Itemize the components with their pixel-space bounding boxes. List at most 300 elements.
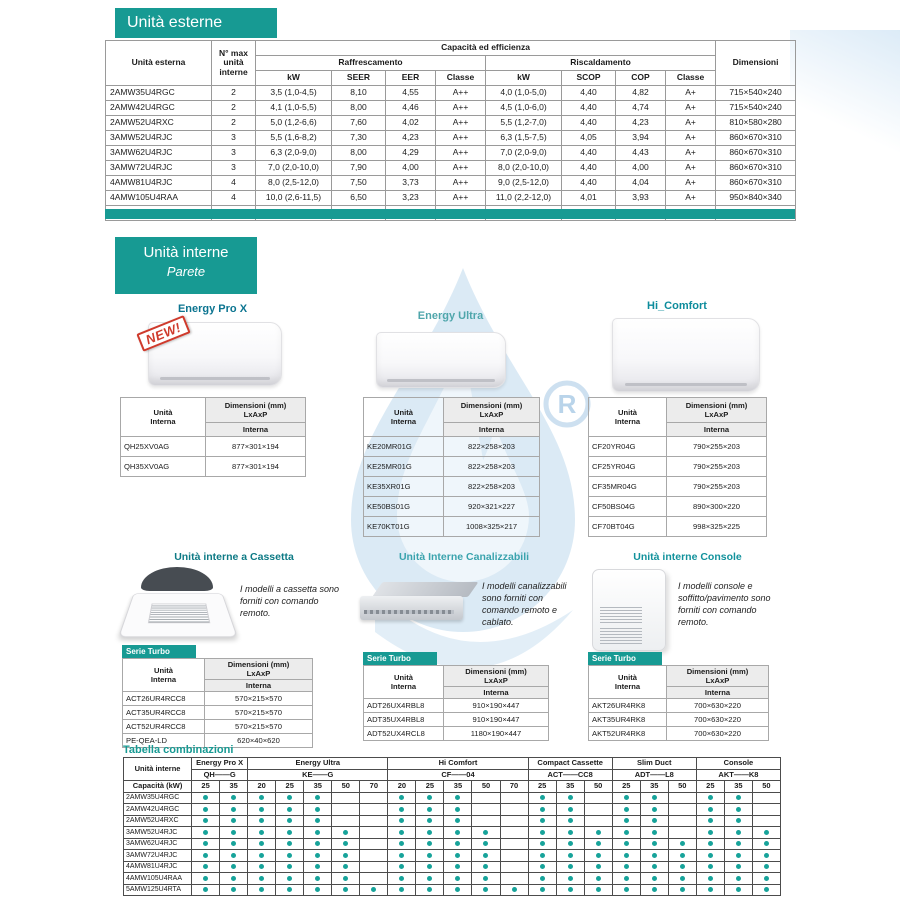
outdoor-value-cell: 8,0 (2,5-12,0) — [256, 176, 332, 191]
combination-cell — [304, 861, 332, 873]
compatibility-dot-icon — [680, 864, 685, 869]
outdoor-table-row — [106, 176, 796, 191]
indoor-dimensions-cell: 910×190×447 — [444, 713, 549, 727]
outdoor-value-cell: 4,40 — [562, 101, 616, 116]
compatibility-dot-icon — [231, 876, 236, 881]
compatibility-dot-icon — [568, 887, 573, 892]
indoor-model-cell: QH25XV0AG — [121, 437, 206, 457]
product-name-hi-comfort: Hi_Comfort — [647, 300, 707, 312]
combination-cell — [500, 827, 528, 839]
compatibility-dot-icon — [540, 841, 545, 846]
combination-cell — [724, 815, 752, 827]
compatibility-dot-icon — [652, 864, 657, 869]
combination-cell — [304, 804, 332, 816]
compatibility-dot-icon — [315, 818, 320, 823]
outdoor-value-cell: 8,00 — [332, 146, 386, 161]
compatibility-dot-icon — [568, 807, 573, 812]
combo-model-cell: 3AMW52U4RJC — [124, 827, 192, 839]
combo-code-header: KE——G — [248, 769, 388, 781]
combo-capacity-header: 50 — [332, 781, 360, 793]
col-header-max-indoor — [212, 41, 256, 86]
col-header-seer: SEER — [332, 71, 386, 86]
outdoor-value-cell: 3 — [212, 161, 256, 176]
section-title-ducted: Unità Interne Canalizzabili — [398, 551, 530, 563]
combo-corner-header: Unità interne — [124, 758, 192, 781]
indoor-dimensions-cell: 620×40×620 — [205, 734, 313, 748]
combination-cell — [388, 861, 416, 873]
col-header-indoor-unit — [123, 659, 205, 692]
combination-cell — [220, 850, 248, 862]
compatibility-dot-icon — [343, 887, 348, 892]
compatibility-dot-icon — [652, 876, 657, 881]
combination-cell — [752, 850, 780, 862]
dimension-table-row — [589, 727, 769, 741]
indoor-model-cell: KE70KT01G — [364, 517, 444, 537]
col-header-indoor-unit — [589, 666, 667, 699]
compatibility-dot-icon — [596, 841, 601, 846]
dimension-table-row — [589, 477, 767, 497]
compatibility-dot-icon — [540, 807, 545, 812]
compatibility-dot-icon — [708, 807, 713, 812]
dim-label-line: LxAxP — [705, 676, 730, 685]
compatibility-dot-icon — [427, 818, 432, 823]
indoor-dimensions-table — [122, 658, 313, 748]
compatibility-dot-icon — [203, 818, 208, 823]
indoor-model-cell: CF70BT04G — [589, 517, 667, 537]
combination-cell — [696, 827, 724, 839]
indoor-model-cell: ACT35UR4RCC8 — [123, 706, 205, 720]
indoor-model-cell: AKT26UR4RK8 — [589, 699, 667, 713]
outdoor-value-cell: A+ — [666, 161, 716, 176]
col-header-interna: Interna — [667, 687, 769, 699]
compatibility-dot-icon — [259, 841, 264, 846]
compatibility-dot-icon — [203, 853, 208, 858]
combination-cell — [388, 838, 416, 850]
combination-cell — [528, 792, 556, 804]
dimension-table-row — [589, 517, 767, 537]
compatibility-dot-icon — [764, 853, 769, 858]
col-header-indoor-unit — [364, 398, 444, 437]
combination-cell — [388, 792, 416, 804]
outdoor-units-table — [105, 40, 796, 221]
outdoor-value-cell: A+ — [666, 86, 716, 101]
compatibility-dot-icon — [427, 853, 432, 858]
outdoor-value-cell: 5,5 (1,6-8,2) — [256, 131, 332, 146]
compatibility-dot-icon — [483, 876, 488, 881]
dimension-table-row — [121, 437, 306, 457]
combination-cell — [612, 792, 640, 804]
combination-cell — [528, 884, 556, 896]
combo-capacity-header: 20 — [248, 781, 276, 793]
combination-cell — [416, 850, 444, 862]
outdoor-value-cell: 4,40 — [562, 176, 616, 191]
combination-cell — [584, 804, 612, 816]
combination-cell — [220, 884, 248, 896]
compatibility-dot-icon — [596, 887, 601, 892]
indoor-model-cell: CF35MR04G — [589, 477, 667, 497]
combination-row — [124, 873, 781, 885]
combination-cell — [640, 804, 668, 816]
compatibility-dot-icon — [708, 887, 713, 892]
combination-cell — [220, 804, 248, 816]
indoor-section-title: Unità interne — [143, 244, 229, 261]
compatibility-dot-icon — [540, 864, 545, 869]
compatibility-dot-icon — [540, 830, 545, 835]
compatibility-dot-icon — [259, 830, 264, 835]
combination-cell — [696, 804, 724, 816]
outdoor-value-cell: 4,01 — [562, 191, 616, 206]
compatibility-dot-icon — [736, 795, 741, 800]
combination-row — [124, 792, 781, 804]
combination-cell — [388, 873, 416, 885]
dimension-table-row — [589, 497, 767, 517]
compatibility-dot-icon — [287, 807, 292, 812]
compatibility-dot-icon — [680, 853, 685, 858]
combination-cell — [556, 850, 584, 862]
outdoor-table-footer-bar — [105, 209, 795, 219]
combination-cell — [724, 861, 752, 873]
compatibility-dot-icon — [455, 864, 460, 869]
combination-cell — [276, 873, 304, 885]
combination-cell — [612, 873, 640, 885]
combination-cell — [724, 792, 752, 804]
combo-capacity-header: 25 — [528, 781, 556, 793]
indoor-model-cell: KE20MR01G — [364, 437, 444, 457]
compatibility-dot-icon — [652, 830, 657, 835]
combo-capacity-header: 35 — [220, 781, 248, 793]
unit-label-line: Interna — [614, 417, 641, 426]
combination-cell — [192, 827, 220, 839]
compatibility-dot-icon — [399, 887, 404, 892]
dim-label-line: Dimensioni (mm) — [686, 666, 749, 676]
outdoor-value-cell: A++ — [436, 191, 486, 206]
cassette-description: I modelli a cassetta sono forniti con comando remoto. — [240, 584, 340, 619]
outdoor-value-cell: 3,73 — [386, 176, 436, 191]
col-header-kw-heating: kW — [486, 71, 562, 86]
compatibility-dot-icon — [652, 795, 657, 800]
combination-cell — [696, 838, 724, 850]
dim-label-line: LxAxP — [243, 410, 268, 419]
combination-cell — [752, 815, 780, 827]
combination-cell — [640, 838, 668, 850]
combination-cell — [528, 861, 556, 873]
compatibility-dot-icon — [287, 830, 292, 835]
indoor-dimensions-cell: 890×300×220 — [667, 497, 767, 517]
outdoor-value-cell: 4,04 — [616, 176, 666, 191]
outdoor-value-cell: 3,23 — [386, 191, 436, 206]
combination-cell — [724, 804, 752, 816]
compatibility-dot-icon — [624, 864, 629, 869]
combination-cell — [388, 827, 416, 839]
indoor-dimensions-table — [120, 397, 306, 477]
combination-cell — [584, 850, 612, 862]
outdoor-value-cell: 3 — [212, 146, 256, 161]
combination-cell — [276, 804, 304, 816]
compatibility-dot-icon — [652, 818, 657, 823]
outdoor-value-cell: 4,43 — [616, 146, 666, 161]
compatibility-dot-icon — [708, 818, 713, 823]
new-badge: NEW! — [136, 315, 190, 352]
dimension-table-row — [123, 706, 313, 720]
outdoor-value-cell: 4,02 — [386, 116, 436, 131]
combination-cell — [304, 815, 332, 827]
combination-cell — [724, 827, 752, 839]
indoor-dimensions-cell: 700×630×220 — [667, 699, 769, 713]
unit-label-line: Unità — [394, 407, 413, 417]
compatibility-dot-icon — [624, 887, 629, 892]
dim-label-line: LxAxP — [484, 676, 508, 685]
combination-cell — [332, 861, 360, 873]
combination-cell — [500, 850, 528, 862]
dim-label-line: LxAxP — [246, 669, 271, 678]
combination-cell — [640, 861, 668, 873]
outdoor-value-cell: 4 — [212, 191, 256, 206]
outdoor-value-cell: A+ — [666, 116, 716, 131]
compatibility-dot-icon — [455, 876, 460, 881]
combination-row — [124, 827, 781, 839]
combination-cell — [556, 838, 584, 850]
compatibility-dot-icon — [652, 841, 657, 846]
combination-cell — [556, 873, 584, 885]
col-header-dimensions-mm — [205, 659, 313, 680]
outdoor-value-cell: 10,0 (2,6-11,5) — [256, 191, 332, 206]
dimension-table-row — [364, 713, 549, 727]
combo-model-cell: 5AMW125U4RTA — [124, 884, 192, 896]
dimension-table-row — [364, 727, 549, 741]
combination-cell — [696, 815, 724, 827]
outdoor-value-cell: 4,00 — [386, 161, 436, 176]
indoor-dimensions-cell: 877×301×194 — [206, 457, 306, 477]
max-line: N° max — [219, 47, 248, 58]
combination-cell — [444, 815, 472, 827]
compatibility-dot-icon — [652, 887, 657, 892]
combination-cell — [472, 815, 500, 827]
dimension-table-energy-pro-x — [120, 397, 305, 477]
outdoor-value-cell: 6,3 (1,5-7,5) — [486, 131, 562, 146]
outdoor-value-cell: 860×670×310 — [716, 146, 796, 161]
combination-cell — [612, 850, 640, 862]
console-description: I modelli console e soffitto/pavimento sono forniti con comando remoto. — [678, 581, 771, 628]
combination-cell — [612, 827, 640, 839]
combo-code-header: AKT——K8 — [696, 769, 780, 781]
dimension-table-row — [364, 517, 540, 537]
combination-cell — [416, 873, 444, 885]
outdoor-table-row — [106, 116, 796, 131]
compatibility-dot-icon — [259, 876, 264, 881]
compatibility-dot-icon — [455, 841, 460, 846]
combination-cell — [584, 861, 612, 873]
combination-cell — [724, 873, 752, 885]
compatibility-dot-icon — [231, 818, 236, 823]
combination-cell — [724, 838, 752, 850]
combo-capacity-header: 50 — [472, 781, 500, 793]
outdoor-value-cell: 4,40 — [562, 161, 616, 176]
indoor-model-cell: ACT26UR4RCC8 — [123, 692, 205, 706]
combination-cell — [528, 827, 556, 839]
dimension-table-row — [364, 497, 540, 517]
serie-turbo-badge-cassette: Serie Turbo — [122, 645, 196, 658]
indoor-dimensions-cell: 998×325×225 — [667, 517, 767, 537]
compatibility-dot-icon — [708, 853, 713, 858]
console-unit-image — [592, 569, 666, 651]
combo-capacity-header: 70 — [500, 781, 528, 793]
outdoor-model-cell: 2AMW35U4RGC — [106, 86, 212, 101]
dimension-table-row — [589, 699, 769, 713]
compatibility-dot-icon — [399, 830, 404, 835]
outdoor-table-row — [106, 161, 796, 176]
combo-capacity-label: Capacità (kW) — [124, 781, 192, 793]
combo-model-cell: 4AMW105U4RAA — [124, 873, 192, 885]
combination-cell — [416, 827, 444, 839]
compatibility-dot-icon — [399, 853, 404, 858]
combination-cell — [752, 838, 780, 850]
compatibility-dot-icon — [483, 853, 488, 858]
outdoor-value-cell: 4,40 — [562, 146, 616, 161]
combination-cell — [612, 838, 640, 850]
combination-cell — [668, 815, 696, 827]
outdoor-value-cell: 5,0 (1,2-6,6) — [256, 116, 332, 131]
combination-cell — [696, 873, 724, 885]
combination-cell — [584, 884, 612, 896]
outdoor-value-cell: 3,5 (1,0-4,5) — [256, 86, 332, 101]
col-header-capacity-efficiency: Capacità ed efficienza — [256, 41, 716, 56]
combination-table — [123, 757, 781, 896]
combination-cell — [248, 838, 276, 850]
combination-row — [124, 815, 781, 827]
combination-cell — [444, 827, 472, 839]
outdoor-model-cell: 3AMW62U4RJC — [106, 146, 212, 161]
combination-cell — [248, 873, 276, 885]
outdoor-table-row — [106, 101, 796, 116]
col-header-indoor-unit — [121, 398, 206, 437]
indoor-model-cell: ADT26UX4RBL8 — [364, 699, 444, 713]
combination-cell — [584, 792, 612, 804]
serie-turbo-badge-ducted: Serie Turbo — [363, 652, 437, 665]
indoor-dimensions-cell: 790×255×203 — [667, 437, 767, 457]
outdoor-value-cell: 4,5 (1,0-6,0) — [486, 101, 562, 116]
compatibility-dot-icon — [343, 853, 348, 858]
combination-cell — [472, 850, 500, 862]
outdoor-value-cell: A+ — [666, 101, 716, 116]
combination-cell — [584, 827, 612, 839]
compatibility-dot-icon — [427, 841, 432, 846]
outdoor-value-cell: 2 — [212, 86, 256, 101]
outdoor-value-cell: 7,30 — [332, 131, 386, 146]
outdoor-section-title: Unità esterne — [127, 14, 223, 31]
compatibility-dot-icon — [259, 807, 264, 812]
outdoor-value-cell: 4,23 — [386, 131, 436, 146]
combo-capacity-header: 35 — [444, 781, 472, 793]
col-header-scop: SCOP — [562, 71, 616, 86]
outdoor-value-cell: 4 — [212, 176, 256, 191]
combination-table-title: Tabella combinazioni — [123, 744, 234, 756]
compatibility-dot-icon — [315, 795, 320, 800]
combination-cell — [248, 884, 276, 896]
indoor-model-cell: AKT35UR4RK8 — [589, 713, 667, 727]
combination-cell — [416, 838, 444, 850]
compatibility-dot-icon — [455, 853, 460, 858]
combo-model-cell: 2AMW35U4RGC — [124, 792, 192, 804]
svg-text:R: R — [557, 389, 577, 419]
combination-cell — [248, 850, 276, 862]
combination-cell — [276, 850, 304, 862]
outdoor-value-cell: 860×670×310 — [716, 161, 796, 176]
indoor-dimensions-cell: 570×215×570 — [205, 720, 313, 734]
combination-cell — [304, 827, 332, 839]
combination-cell — [668, 850, 696, 862]
combo-model-cell: 2AMW42U4RGC — [124, 804, 192, 816]
combination-cell — [276, 884, 304, 896]
combination-cell — [528, 873, 556, 885]
outdoor-value-cell: A++ — [436, 101, 486, 116]
combination-row — [124, 884, 781, 896]
col-header-cooling: Raffrescamento — [256, 56, 486, 71]
combination-cell — [500, 815, 528, 827]
indoor-dimensions-cell: 822×258×203 — [444, 437, 540, 457]
compatibility-dot-icon — [736, 807, 741, 812]
combo-group-header: Compact Cassette — [528, 758, 612, 770]
compatibility-dot-icon — [203, 876, 208, 881]
combination-cell — [192, 804, 220, 816]
max-line: unità — [223, 57, 244, 68]
compatibility-dot-icon — [259, 795, 264, 800]
combo-code-header: CF——04 — [388, 769, 528, 781]
compatibility-dot-icon — [287, 853, 292, 858]
compatibility-dot-icon — [680, 876, 685, 881]
corner-background-wedge — [790, 30, 900, 170]
outdoor-table-row — [106, 86, 796, 101]
combination-cell — [332, 827, 360, 839]
indoor-model-cell: CF25YR04G — [589, 457, 667, 477]
combination-cell — [360, 838, 388, 850]
combination-row — [124, 850, 781, 862]
compatibility-dot-icon — [764, 876, 769, 881]
combination-cell — [752, 827, 780, 839]
compatibility-dot-icon — [568, 841, 573, 846]
indoor-dimensions-table — [588, 665, 769, 741]
indoor-dimensions-cell: 700×630×220 — [667, 727, 769, 741]
compatibility-dot-icon — [315, 807, 320, 812]
combination-cell — [668, 838, 696, 850]
combination-cell — [332, 884, 360, 896]
outdoor-value-cell: A++ — [436, 176, 486, 191]
dimension-table-row — [364, 457, 540, 477]
combination-cell — [416, 804, 444, 816]
combination-cell — [668, 804, 696, 816]
outdoor-value-cell: 4,1 (1,0-5,5) — [256, 101, 332, 116]
indoor-dimensions-cell: 877×301×194 — [206, 437, 306, 457]
indoor-dimensions-cell: 700×630×220 — [667, 713, 769, 727]
combination-cell — [668, 827, 696, 839]
compatibility-dot-icon — [624, 807, 629, 812]
compatibility-dot-icon — [764, 864, 769, 869]
combination-cell — [220, 861, 248, 873]
combination-cell — [500, 838, 528, 850]
col-header-class-heating: Classe — [666, 71, 716, 86]
combination-cell — [192, 850, 220, 862]
combination-cell — [192, 815, 220, 827]
combination-cell — [668, 861, 696, 873]
compatibility-dot-icon — [455, 830, 460, 835]
combo-capacity-header: 35 — [556, 781, 584, 793]
outdoor-value-cell: 4,23 — [616, 116, 666, 131]
combo-model-cell: 2AMW52U4RXC — [124, 815, 192, 827]
combination-cell — [192, 838, 220, 850]
compatibility-dot-icon — [596, 853, 601, 858]
combination-cell — [640, 827, 668, 839]
compatibility-dot-icon — [427, 795, 432, 800]
combination-cell — [752, 884, 780, 896]
